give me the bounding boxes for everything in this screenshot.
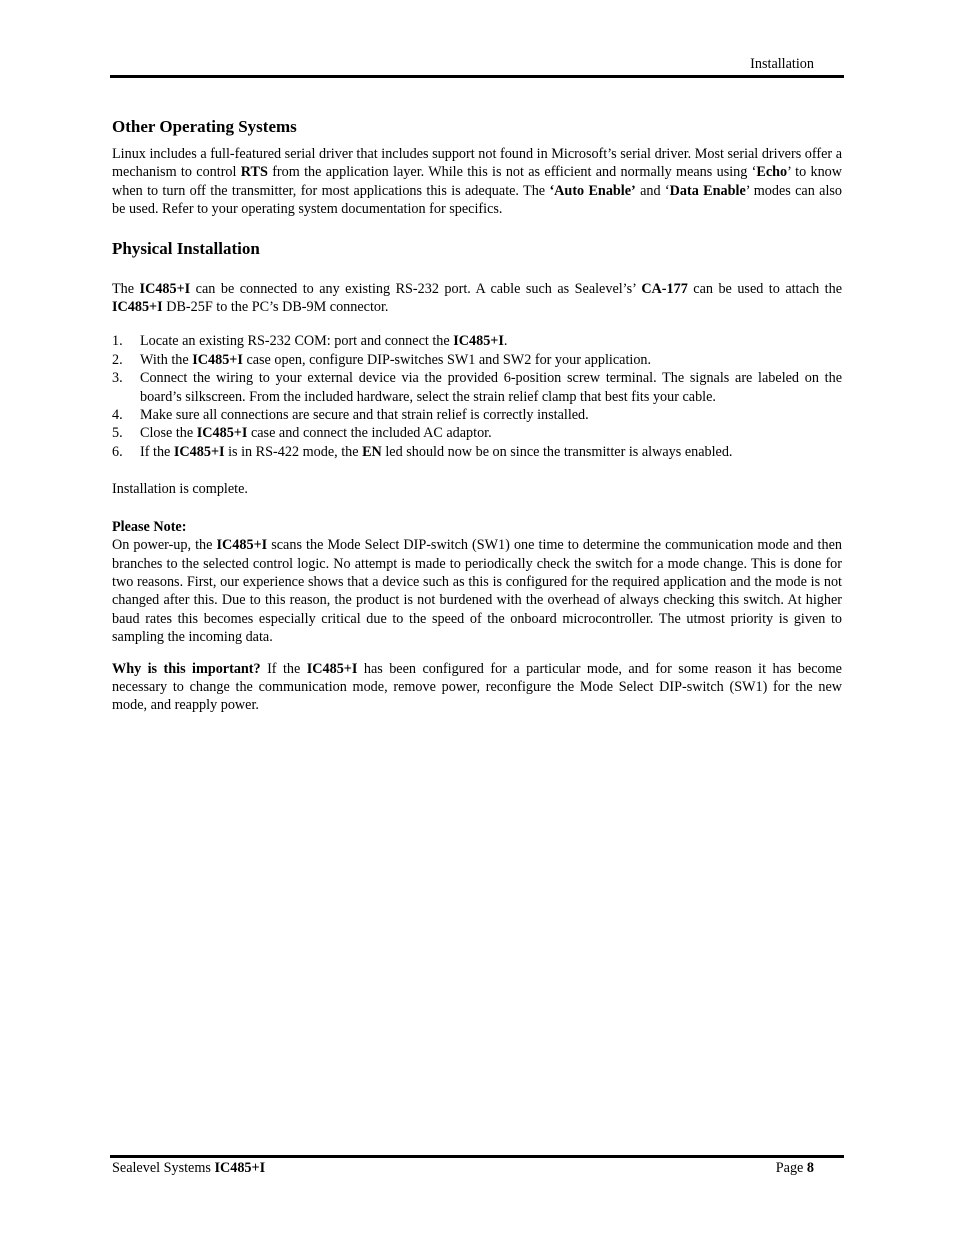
document-page [112, 0, 842, 1235]
paragraph-other-os: Linux includes a full-featured serial driver that includes support not found in Microsoft’s serial driver. Most serial drivers offer a mechanism to control RTS from the application layer. While this is not as efficient and normally means using ‘Echo’ to know when to turn off the transmitter, for most applications this is adequate. The ‘Auto Enable’ and ‘Data Enable’ modes can also be used. Refer to your operating system documentation for specifics. [112, 146, 843, 218]
please-note-label: Please Note: [112, 518, 187, 535]
paragraph-please-note: On power-up, the IC485+I scans the Mode Select DIP-switch (SW1) one time to determine the communication mode and then branches to the selected control logic. No attempt is made to periodically check the switch for a mode change. This is done for two reasons. First, our experience shows that a device such as this is configured for the required application and the mode is not changed after this. Due to this reason, the product is not burdened with the overhead of always checking this switch. At higher baud rates this becomes especially critical due to the speed of the onboard microcontroller. The utmost priority is given to sampling the incoming data. [112, 537, 842, 646]
footer-company: Sealevel Systems IC485+I [112, 1160, 266, 1176]
main-content [112, 115, 842, 715]
footer-page-number: Page 8 [775, 1160, 814, 1176]
list-item: 4. Make sure all connections are secure and that strain relief is correctly installed. [112, 407, 589, 424]
list-item: 5. Close the IC485+I case and connect the included AC adaptor. [112, 425, 492, 442]
heading-other-os: Other Operating Systems [112, 117, 297, 136]
footer-rule [110, 1155, 844, 1158]
header-rule [110, 75, 844, 78]
header-section-title: Installation [750, 56, 814, 72]
installation-steps-list [112, 332, 842, 461]
heading-physical-installation: Physical Installation [112, 238, 260, 258]
list-item: 1. Locate an existing RS-232 COM: port and connect the IC485+I. [112, 333, 508, 350]
installation-complete-text: Installation is complete. [112, 481, 248, 498]
paragraph-why-important: Why is this important? If the IC485+I has been configured for a particular mode, and for some reason it has become necessary to change the communication mode, remove power, reconfigure the Mode Select DIP-switch (SW1) for the new mode, and reapply power. [112, 660, 842, 714]
list-item: 3. Connect the wiring to your external device via the provided 6-position screw terminal. The signals are labeled on the board’s silkscreen. From the included hardware, select the strain relief clamp that best fits your cable. [112, 370, 842, 405]
list-item: 6. If the IC485+I is in RS-422 mode, the EN led should now be on since the transmitter is always enabled. [112, 443, 733, 460]
list-item: 2. With the IC485+I case open, configure DIP-switches SW1 and SW2 for your application. [112, 351, 652, 368]
paragraph-physical-intro: The IC485+I can be connected to any existing RS-232 port. A cable such as Sealevel’s’ CA-177 can be used to attach the IC485+I DB-25F to the PC’s DB-9M connector. [112, 280, 842, 316]
